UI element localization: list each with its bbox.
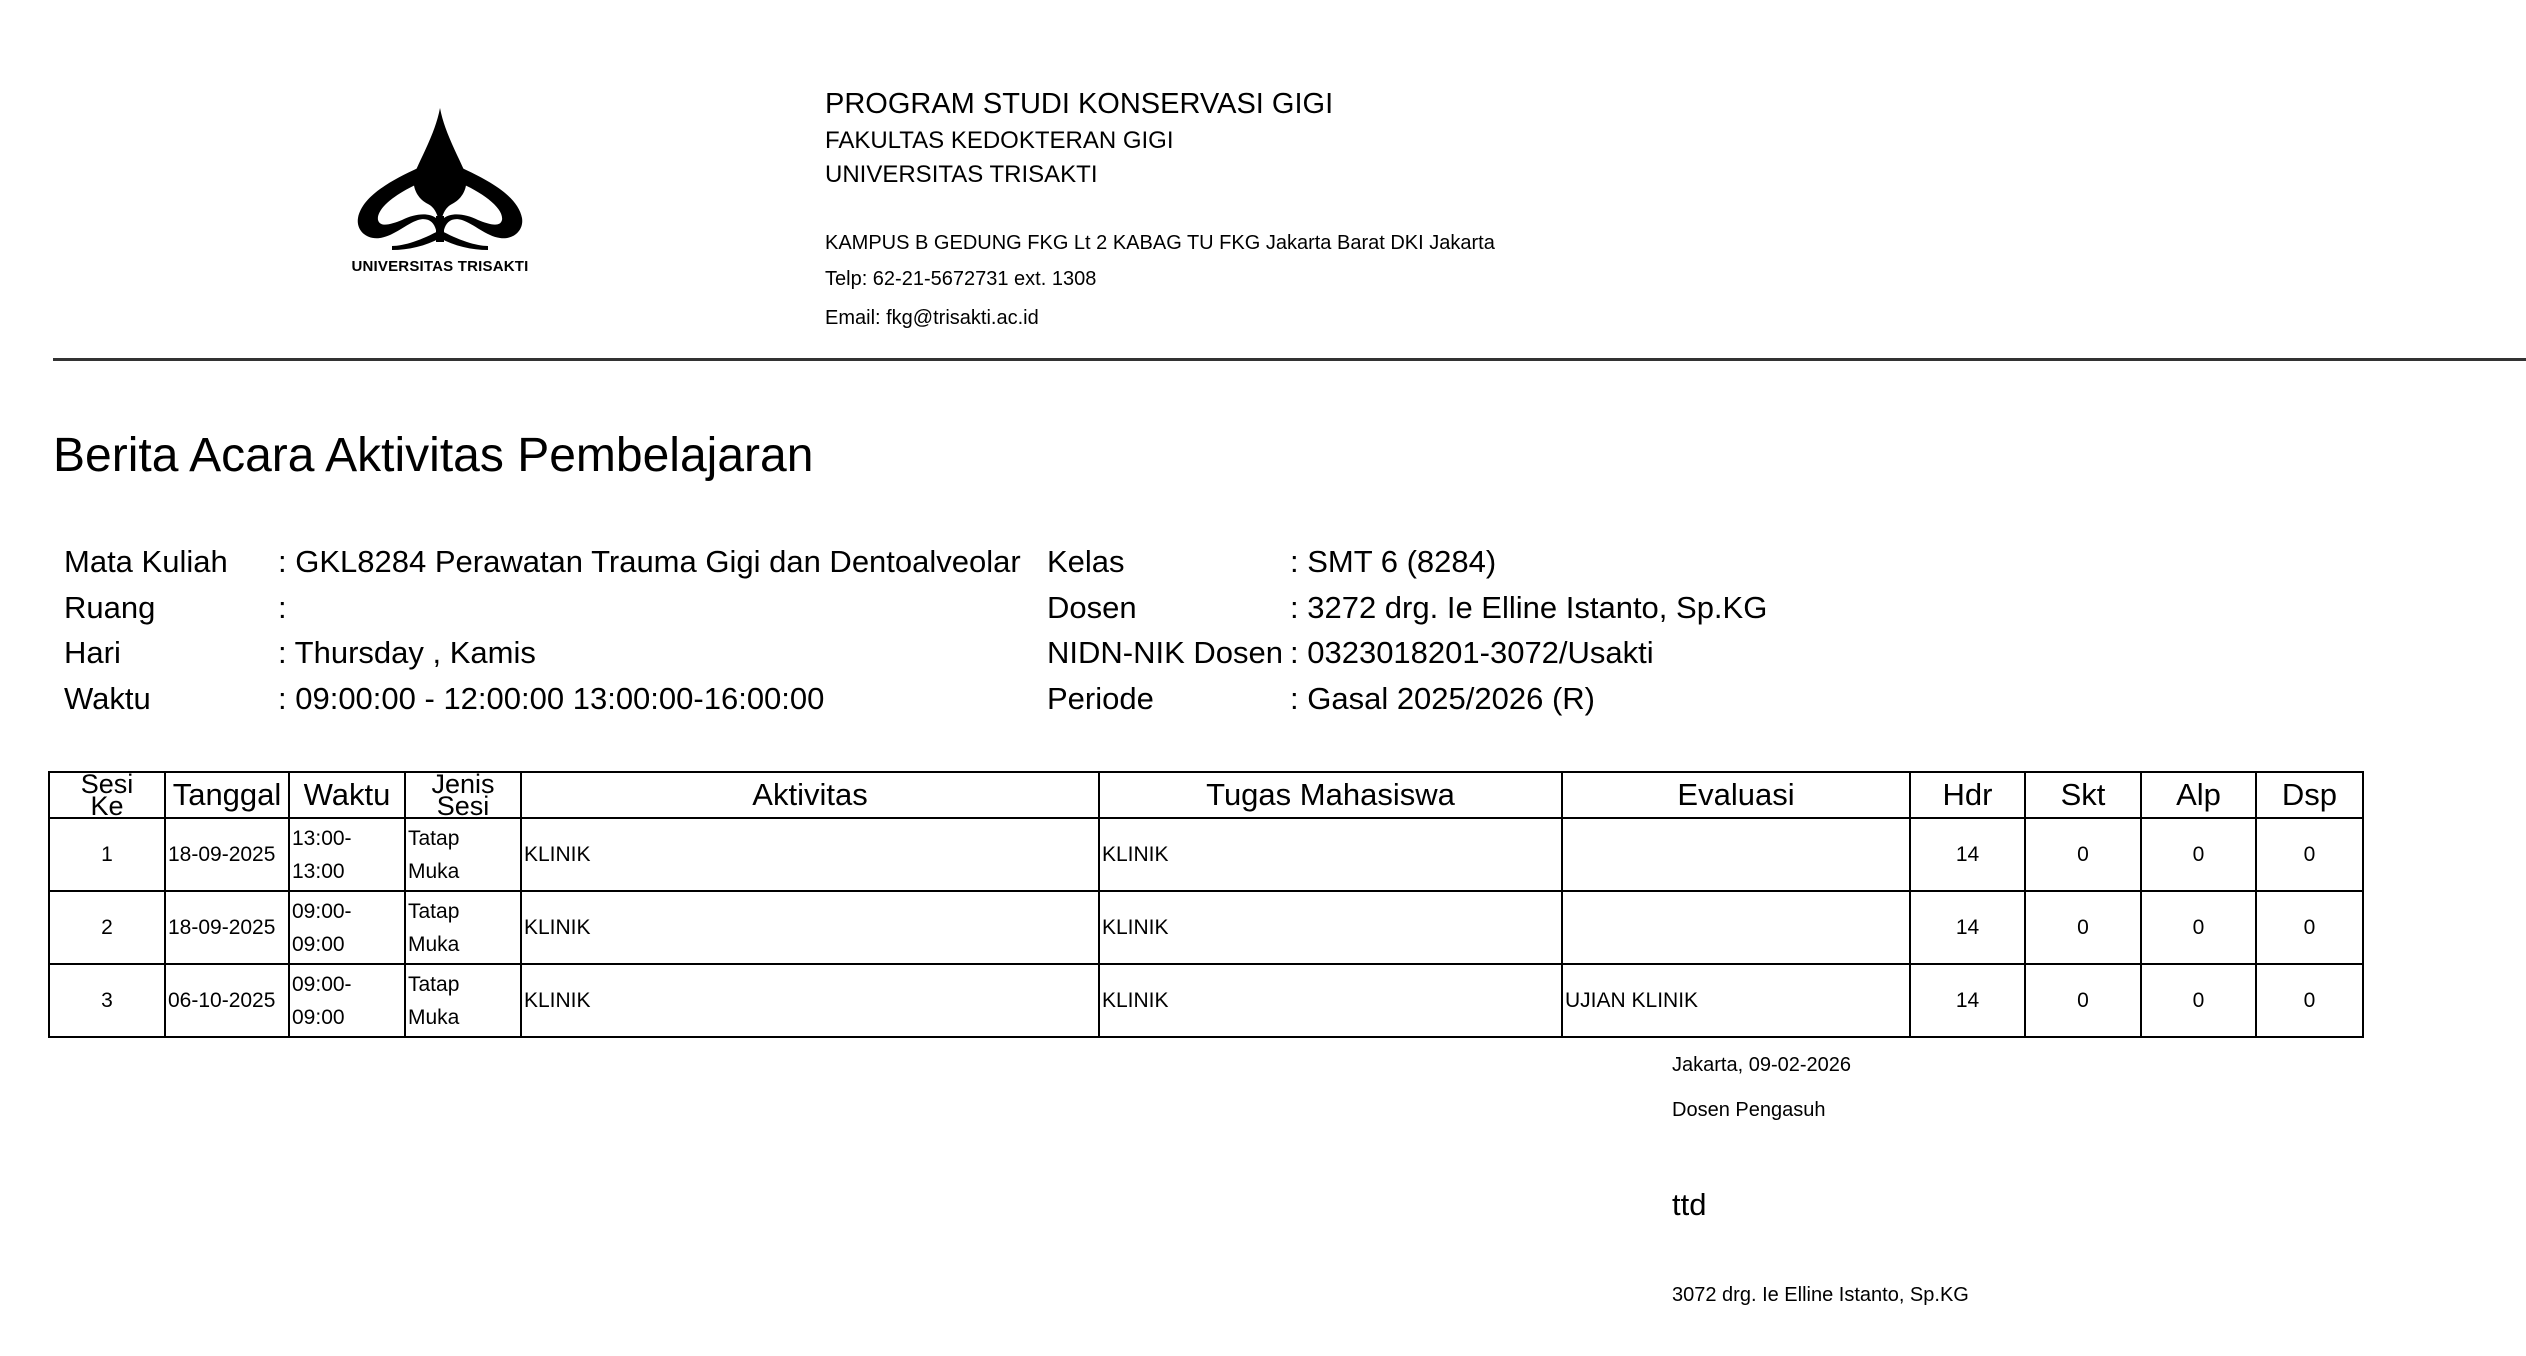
dosen-label: Dosen (1047, 590, 1137, 625)
table-row (49, 891, 2363, 964)
document-title: Berita Acara Aktivitas Pembelajaran (53, 429, 814, 482)
col-aktivitas-header: Aktivitas (521, 772, 1099, 818)
cell-tugas: KLINIK (1099, 818, 1562, 891)
cell-tanggal: 18-09-2025 (165, 891, 289, 964)
col-skt-header: Skt (2025, 772, 2141, 818)
hari-value: : Thursday , Kamis (278, 635, 536, 670)
periode-label: Periode (1047, 681, 1154, 716)
signature-role: Dosen Pengasuh (1672, 1099, 1826, 1121)
hari-label: Hari (64, 635, 121, 670)
faculty-name: FAKULTAS KEDOKTERAN GIGI (825, 127, 1174, 154)
university-name: UNIVERSITAS TRISAKTI (825, 161, 1098, 188)
cell-skt: 0 (2025, 964, 2141, 1037)
cell-evaluasi (1562, 818, 1910, 891)
header-divider (53, 358, 2526, 361)
table-header-row (49, 772, 2363, 818)
ruang-label: Ruang (64, 590, 156, 625)
cell-dsp: 0 (2256, 818, 2363, 891)
col-jenis-header: Jenis Sesi (405, 772, 521, 818)
cell-skt: 0 (2025, 818, 2141, 891)
program-name: PROGRAM STUDI KONSERVASI GIGI (825, 88, 1334, 120)
col-sesi-header: Sesi Ke (49, 772, 165, 818)
cell-jenis: Tatap Muka (405, 964, 521, 1037)
nidn-value: : 0323018201-3072/Usakti (1290, 635, 1654, 670)
cell-dsp: 0 (2256, 964, 2363, 1037)
cell-hdr: 14 (1910, 818, 2025, 891)
logo-caption: UNIVERSITAS TRISAKTI (351, 258, 529, 275)
cell-tugas: KLINIK (1099, 891, 1562, 964)
cell-aktivitas: KLINIK (521, 818, 1099, 891)
col-dsp-header: Dsp (2256, 772, 2363, 818)
col-tanggal-header: Tanggal (165, 772, 289, 818)
cell-alp: 0 (2141, 891, 2256, 964)
signature-place-date: Jakarta, 09-02-2026 (1672, 1054, 1852, 1076)
cell-hdr: 14 (1910, 891, 2025, 964)
cell-jenis: Tatap Muka (405, 818, 521, 891)
signature-name: 3072 drg. Ie Elline Istanto, Sp.KG (1672, 1284, 1969, 1306)
col-evaluasi-header: Evaluasi (1562, 772, 1910, 818)
cell-aktivitas: KLINIK (521, 891, 1099, 964)
email-line: Email: fkg@trisakti.ac.id (825, 307, 1039, 329)
cell-sesi: 3 (49, 964, 165, 1037)
mata-kuliah-value: : GKL8284 Perawatan Trauma Gigi dan Dentoalveolar (278, 544, 1021, 579)
col-waktu-header: Waktu (289, 772, 405, 818)
col-tugas-header: Tugas Mahasiswa (1099, 772, 1562, 818)
activity-table (48, 771, 2364, 1038)
cell-sesi: 1 (49, 818, 165, 891)
cell-tanggal: 06-10-2025 (165, 964, 289, 1037)
mata-kuliah-label: Mata Kuliah (64, 544, 228, 579)
ruang-value: : (278, 590, 287, 625)
kelas-label: Kelas (1047, 544, 1125, 579)
dosen-value: : 3272 drg. Ie Elline Istanto, Sp.KG (1290, 590, 1768, 625)
kelas-value: : SMT 6 (8284) (1290, 544, 1497, 579)
col-hdr-header: Hdr (1910, 772, 2025, 818)
cell-waktu: 13:00- 13:00 (289, 818, 405, 891)
cell-waktu: 09:00- 09:00 (289, 891, 405, 964)
periode-value: : Gasal 2025/2026 (R) (1290, 681, 1596, 716)
address-line: KAMPUS B GEDUNG FKG Lt 2 KABAG TU FKG Jakarta Barat DKI Jakarta (825, 232, 1495, 254)
cell-waktu: 09:00- 09:00 (289, 964, 405, 1037)
trisakti-emblem-icon (352, 100, 528, 260)
cell-alp: 0 (2141, 964, 2256, 1037)
cell-dsp: 0 (2256, 891, 2363, 964)
waktu-label: Waktu (64, 681, 151, 716)
table-row (49, 964, 2363, 1037)
cell-tanggal: 18-09-2025 (165, 818, 289, 891)
cell-skt: 0 (2025, 891, 2141, 964)
phone-line: Telp: 62-21-5672731 ext. 1308 (825, 268, 1097, 290)
nidn-label: NIDN-NIK Dosen (1047, 635, 1283, 670)
signature-ttd: ttd (1672, 1187, 1707, 1222)
cell-tugas: KLINIK (1099, 964, 1562, 1037)
cell-aktivitas: KLINIK (521, 964, 1099, 1037)
cell-jenis: Tatap Muka (405, 891, 521, 964)
col-alp-header: Alp (2141, 772, 2256, 818)
cell-hdr: 14 (1910, 964, 2025, 1037)
cell-alp: 0 (2141, 818, 2256, 891)
university-logo (340, 100, 540, 290)
cell-evaluasi: UJIAN KLINIK (1562, 964, 1910, 1037)
cell-evaluasi (1562, 891, 1910, 964)
waktu-value: : 09:00:00 - 12:00:00 13:00:00-16:00:00 (278, 681, 825, 716)
cell-sesi: 2 (49, 891, 165, 964)
table-row (49, 818, 2363, 891)
